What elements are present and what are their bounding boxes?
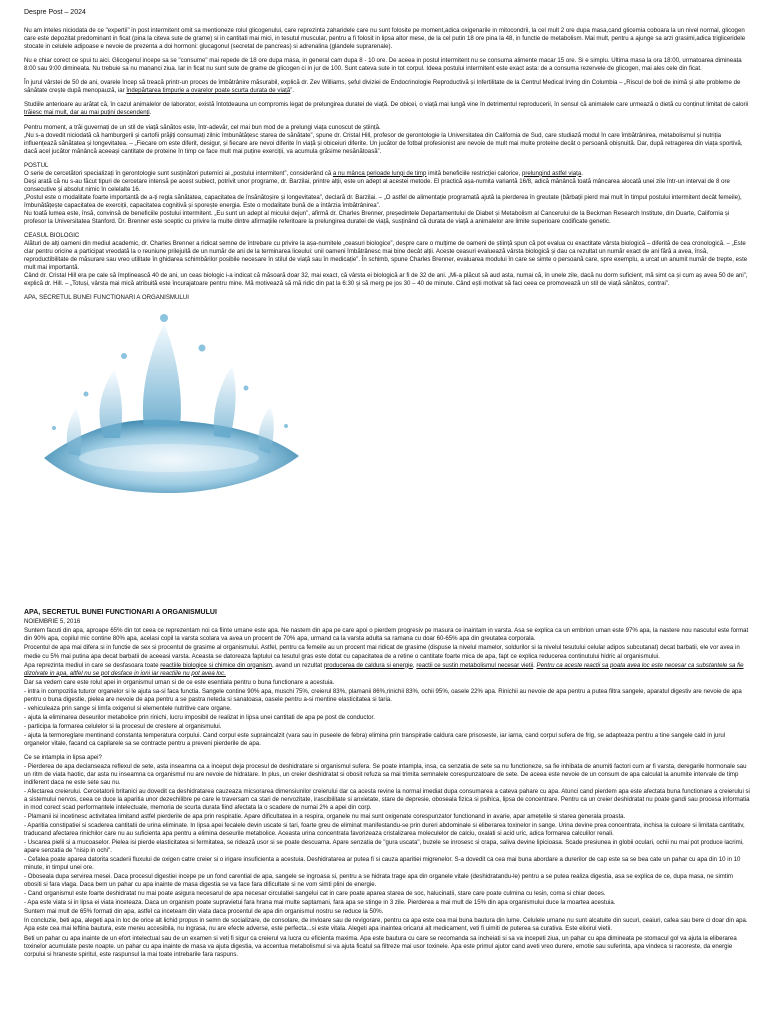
section-title-apa: APA, SECRETUL BUNEI FUNCTIONARI A ORGANISMULUI — [24, 294, 189, 302]
paragraph-post-1: O serie de cercetători specializați în gerontologie sunt susținători puternici ai „postului intermitent”, considerând că a nu mânca perioade lungi de timp imită beneficiile restricției calorice, prelungind astfel viața. — [24, 169, 583, 177]
paragraph-post-4: Nu toată lumea este, însă, convinsă de beneficiile postului intermitent. „Eu sunt un adept al micului dejun”, afirmă dr. Charles Brenner, președintele Departamentului de Diabet și Metabolism al Cancerului de la Beckman Research Institute, din Duarte, California și profesor la Universitatea Stanford. Dr. Brenner este sceptic cu privire la multe dintre afirmațiile referitoare la prelungirea duratei de viață, susținând că durata de viață a animalelor are limite superioare codificate genetic. — [24, 209, 730, 225]
article-effect-5: - Uscarea pielii si a mucoaselor. Pielea isi pierde elasticitatea si fermitatea, se ridează usor si se poate descuama. Apare senzatia de "gura uscata", buzele se inrosesc si crapa, saliva devine lipicioasa. Scade presiunea in globii oculari, ochii nu mai pot produce lacrimi, apare senzatia de "nisip in ochi". — [24, 839, 744, 855]
article-list-2: - vehiculeaza prin sange si limfa oxigenul si elementele nutritive care organe. — [24, 704, 232, 712]
section-title-ceas: CEASUL BIOLOGIC — [24, 231, 80, 239]
paragraph-ovare: În jurul vârstei de 50 de ani, ovarele încep să treacă printr-un proces de îmbătrânire măsurabil, explică dr. Zev Williams, șeful diviziei de Endocrinologie Reproductivă și Infertilitate de la Centrul Medical Irving din Columbia – „Riscul de boli de inimă și alte probleme de sănătate crește după menopauză, iar îndepărtarea timpurie a ovarelor poate scurta durata de viață”. — [24, 79, 741, 95]
article-effect-8: - Cand organismul este foarte deshidratat nu mai poate asigura necesarul de apa necesar circulatiei sangelui cat in care poate aparea starea de soc, halucinatii, stare care poate culmina cu lesin, coma si chiar deces. — [24, 890, 606, 898]
article-para-1: Suntem facuti din apa, aproape 65% din tot ceea ce reprezentam noi ca fiinte umane este apa. Ne nastem din apa pe care apoi o pierdem progresiv pe masura ce inaintam in varsta. Asa se explica ca un embrion uman este 97% apa, la nastere nou nascutul este format din 90% apa, copilul mic contine 80% apa, acelasi copil la varsta scolara va avea un procent de 70% apa, urmand ca la varsta adulta sa ramana cu doar 60-65% apa din greutatea corporala. — [24, 627, 749, 643]
paragraph-reply: Nu e chiar corect ce spui tu aici. Glicogenul incepe sa se "consume" mai repede de 18 ore dupa masa, in general cam dupa 8 - 10 ore. De aceea in postul intermitent nu se consuma alimente macar 15 ore. Si e simplu. Ultima masa la ora 18:00, urmatoarea dimineata 8:00 sau 9:00 dimineata. Nu trebuie sa nu mananci ziua. Iar in ficat nu sunt sute de grame de glicogen ci in jur de 100. Sunt cateva sute in tot corpul. Ideea postului intermitent este exact asta: de a consuma rezervele de glicogen, mai ales cele din ficat. — [24, 57, 742, 73]
paragraph-ceas-2: Când dr. Cristal Hill era pe cale să împlinească 40 de ani, un ceas biologic i-a indicat că măsoară doar 32, mai exact, că vârsta ei biologică ar fi de 32 de ani. „Mi-a plăcut să aud asta, numai că, în unele zile, dacă nu dorm suficient, mă simt ca și cum aș avea 50 de ani”, explică dr. Hill. – „Totuși, vârsta mai mică atribuită este încurajatoare pentru mine. Mă motivează să mă ridic din pat la 6:30 și să merg pe jos 30 – 40 de minute. Când ești motivat să faci ceea ce promovează un stil de viață sănătos, contrai”. — [24, 272, 748, 288]
article-effect-4: - Aparitia constipatiei si scaderea cantitatii de urina eliminate. In lipsa apei fecalele devin uscate si tari, foarte greu de eliminat manifestandu-se prin dureri abdominale si eliberarea toxinelor in sange. Urina devine prea concentrata, inchisa la culoare si limitata cantitativ, traducand afectarea rinichilor care nu au suficienta apa pentru a elimina deseurile metabolice. Aceasta urina concentrata favorizeaza cristalizarea moleculelor de calciu, oxalati si acid uric, adica formarea calculilor renali. — [24, 822, 745, 838]
water-splash-svg — [24, 308, 314, 508]
paragraph-post-3: „Postul este o modalitate foarte importantă de a-ți regla sănătatea, capacitatea de însănătoșire și longevitatea”, declară dr. Barzilai. – „O astfel de alimentație programată ajută la pierderea în greutate (bărbații pierd mai mult în timpul postului intermitent decât femeile), îmbunătățește capacitatea de exerciții, capacitatea cognitivă și sporește energia. Este o modalitate bună de a întârzia îmbătrânirea”. — [24, 193, 742, 209]
article-list-5: - ajuta la termoreglare mentinand constanta temperatura corpului. Cand corpul este supraincalzit (vara sau in puseele de febra) elimina prin transpiratie caldura care prisoseste, iar iarna, cand corpul sufera de frig, se adapteaza pentru a tine sangele cald in jurul organelor vitale, facand ca capilarele sa se contracte pentru a preveni pierderile de apa. — [24, 731, 726, 747]
paragraph-studii: Studiile anterioare au arătat că, în cazul animalelor de laborator, există întotdeauna un compromis legat de prelungirea duratei de viață. De obicei, o viață mai lungă vine în detrimentul reproducerii, în sensul că animalele care urmează o dietă cu conținut limitat de calorii trăiesc mai mult, dar au mai puțini descendenți. — [24, 101, 749, 117]
paragraph-glicogen: Nu am inteles niciodata de ce "expertii" in post intermitent omit sa mentioneze rolul glicogenului, care reprezinta zaharidele care nu sunt folosite pe moment,adica oxigenarile in mitocondrii, la cel mult 2 ore dupa masa,cand glicemia coboara la un nivel normal, glicogen care este depozitat predominant in ficat (pina la citeva sute de grame) si in cantitati mai mici, in tesutul muscular, pentru a fi folosit in lipsa altor mese, de la cel putin 18 ore pina la 48, in functie de metabolism. Mai mult, pentru a ajunge sa arzi grasimi,adica trigliceridele stocate in celulele adipoase e nevoie de prezenta a doi hormoni: glucagonul (secretat de pancreas) si adrenalina (glandele suprarenale). — [24, 27, 746, 51]
document-header: Despre Post – 2024 — [24, 9, 86, 16]
article-list-4: - participa la formarea celulelor si la procesul de crestere al organismului. — [24, 722, 222, 730]
paragraph-ceas-1: Alături de alți oameni din mediul academic, dr. Charles Brenner a ridicat semne de întrebare cu privire la așa-numitele „ceasuri biologice”, despre care o mulțime de oameni de știință spun că pot evalua cu exactitate vârsta biologică – diferită de cea cronologică. – „Este clar pentru oricine a participat vreodată la o reuniune prilejuită de un număr de ani de la terminarea liceului: unii oameni îmbătrânesc mai bine decât alții. Aceste ceasuri evaluează vârsta biologică și dau ca rezultat un număr exact de ani fără a avea, însă, reproductibilitate de măsurare sau vreo utilitate în ghidarea schimbărilor posibile necesare în stilul de viață sau în medicație”. În schimb, spune Charles Brenner, evaluarea modului în care se simte o persoană care, spre exemplu, a urcat un anumit număr de trepte, este mult mai importantă. — [24, 239, 748, 272]
article-question: Ce se intampla in lipsa apei? — [24, 753, 102, 761]
article-para-summary: Suntem mai mult de 65% formati din apa, astfel ca inceteam din viata daca procentul de apa din organismul nostru se reduce la 50%. — [24, 908, 384, 916]
water-splash-image — [24, 308, 752, 514]
article-date: NOIEMBRIE 5, 2016 — [24, 618, 81, 626]
paragraph-moment: Pentru moment, a trăi guvernați de un stil de viață sănătos este, într-adevăr, cel mai bun mod de a prelungi viața cunoscut de știință. — [24, 123, 381, 131]
article-apa — [24, 608, 752, 958]
document-page — [24, 8, 752, 960]
article-para-3: Apa reprezinta mediul in care se desfasoara toate reactiile biologice si chimice din organism, avand un rezultat producerea de caldura si energie, reactii ce sustin metabolismul necesar vietii. Pentru ca aceste reactii sa poata avea loc este necesar ca substantele sa fie dizolvate in apa, altfel nu se pot desface in ioni iar reactiile nu pot avea loc. — [24, 661, 744, 677]
article-effect-1: - Pierderea de apa declanseaza reflexul de sete, asta inseamna ca a inceput deja procesul de deshidratare si organismul sufera. Se poate intampla, insa, ca senzatia de sete sa nu functioneze, sa fie inhibata de anumiti factori cum ar fi varsta, deregarile hormonale sau un ritm de viata haotic, dar asta nu inseamna ca organismul nu are nevoie de hidratare. In plus, un creier deshidratat si obosit refuza sa mai trimita semnalele corespunzatoare de sete. De aceea este nevoie de un consum de apa calculat la anumite intervale de timp indiferent daca ne este sete sau nu. — [24, 762, 747, 786]
article-conclusion-1: In concluzie, beti apa, alegeti apa in loc de orice alt lichid propus in semn de socializare, de consolare, de invioare sau de revigorare, pentru ca apa este cea mai buna bautura din lume. Celulele umane nu sunt alcatuite din sucuri, ceaiuri, cafea sau bere ci doar din apa. Apa este cea mai leftina bautura, este mereu accesibila, nu ingrasa, nu are efecte adverse, este perfecta...si este vitala. Alegeti apa inaintea oricarui alt medicament, veti fi uimiti de puterea sa curativa. Este elixirul vietii. — [24, 917, 748, 933]
article-effect-7: - Oboseala dupa servirea mesei. Daca procesul digestiei incepe pe un fond carential de apa, sangele se ingroasa si, pentru a se hidrata trage apa din organele vitale (deshidratandu-le) pentru a se putea realiza digestia, asa se explica de ce, dupa masa, ne simtim obositi si fara vlaga. Daca bem un pahar cu apa inainte de masa digestia se va face fara dificultate si ne vom simti plini de energie. — [24, 873, 733, 889]
article-para-2: Procentul de apa mai difera si in functie de sex si procentul de grasime al organismului. Astfel, pentru ca femeile au un procent mai ridicat de grasime (dispuse la nivelul mamelor, soldurilor si la nivelul tesutului celular adipos subcutanat) decat barbatii, ele vor avea in medie cu 5% mai putina apa decat barbatii de aceeasi varsta. Aceasta se datoreaza faptului ca tesutul gras este dotat cu capacitatea de a retine o cantitate foarte mica de apa, fapt ce explica reducerea continutului hidric al organismului. — [24, 644, 740, 660]
article-conclusion-2: Beti un pahar cu apa inainte de un efort intelectual sau de un examen si veti fi sigur ca creierul va lucra cu eficienta maxima. Apa este bautura cu care se recomanda sa incheiati si sa va incepeti ziua, un pahar cu apa dimineata pe stomacul gol va ajuta la eliberarea toxinelor acumulate peste noapte. un pahar cu apa inainte de masa va ajuta digestia, va accentua metabolismul si va ajuta ficatul sa filtreze mai usor toxinele. Apa este primul ajutor cand aveti vreo durere, emotie sau suferinta, apa vindeca si racoreste, da energie corpului si hraneste spiritul, este raspunsul la mai toate intrebarile fara raspuns. — [24, 934, 737, 958]
article-effect-9: - Apa este viata si in lipsa ei viata inceteaza. Daca un organism poate supravietui fara hrana mai multe saptamani, fara apa se stinge in 3 zile. Pierderea a mai mult de 15% din apa organismului duce la moartea acestuia. — [24, 899, 616, 907]
article-effect-6: - Cefalea poate aparea datorita scaderii fluxului de oxigen catre creier si o irigare insuficienta a acestuia. Deshidratarea ar putea fi si cauza aparitiei migrenelor. S-a dovedit ca cea mai buna abordare a durerilor de cap este sa se bea cate un pahar cu apa din 10 in 10 minute, in timpul unei ore. — [24, 856, 741, 872]
article-effect-3: - Plamanii isi incetinesc activitatea limitand astfel pierderile de apa prin respiratie. Apare dificultatea in a respira, organele nu mai sunt oxigenate corespunzator functionand in avarie, apar amețelile si starea generala proasta. — [24, 813, 626, 821]
article-list-3: - ajuta la eliminarea deseurilor metabolice prin rinichi, lucru imposibil de realizat in lipsa unei cantitati de apa pe post de conductor. — [24, 713, 375, 721]
section-title-postul: POSTUL — [24, 161, 49, 169]
paragraph-hamburgeri: „Nu s-a dovedit niciodată că hamburgerii și cartofii prăjiți consumați zilnic îmbunătățesc starea de sănătate”, spune dr. Cristal Hill, profesor de gerontologie la Universitatea din California de Sud, care studiază modul în care îmbătrânirea, metabolismul și nutriția influențează sănătatea și longevitatea. – „Fiecare om este diferit, desigur, și fiecare are nevoi diferite în viață și obiceiuri diferite. Un jucător de fotbal profesionist are nevoie de mult mai multe proteine decât o persoană obișnuită. Dar, după retragerea din viața sportivă, dacă acel jucător mănâncă aceeași cantitate de proteine în timp ce face mult mai puține exerciții, va acumula grăsime nesănătoasă”. — [24, 131, 743, 155]
article-para-4: Dar sa vedem care este rolul apei in organismul uman si de ce este esentiala pentru o buna functionare a acestuia. — [24, 678, 335, 686]
paragraph-post-2: Deși arată că nu s-au făcut tipuri de cercetare intensă pe acest subiect, potrivit unor programe, dr. Barzilai, printre alții, este un adept al acestei metode. El practică așa-numita variantă 16/8, adică mănâncă toată mâncarea alocată unei zile într-un interval de 8 ore consecutive și absolut nimic în celelalte 16. — [24, 177, 730, 193]
article-effect-2: - Afectarea creierului. Cercetatorii britanici au dovedit ca deshidratarea cauzeaza micsorarea dimensiunilor creierului dar ca acesta revine la normal imediat dupa consumarea a cateva pahare cu apa. Atunci cand pierdem apa este afectata buna functionare a creierului si a sistemului nervos, ceea ce duce la aparitia unor dezechilibre pe care le traversam ca stari de nervozitate, irascibilitate si anxietate, stare de depresie, oboseala fizica si psihica, lipsa de concentrare. Pentru ca un creier deshidratat nu poate gandi sau procesa informatia in mod corect scad performantele intelectuale, memoria de scurta durata fiind afectata la o scadere de numai 2% a apei din corp. — [24, 787, 750, 812]
article-list-1: - intra in compozitia tuturor organelor si le ajuta sa-si faca functia. Sangele contine 90% apa, muschi 75%, creierul 83%, plamanii 86%,rinichii 83%, ochii 95%, oasele 22% apa. Rinichii au nevoie de apa pentru a putea filtra sangele, aparatul digestiv are nevoie de apa pentru o buna digestie, pielea are nevoie de apa pentru a se pastra neteda si sanatoasa, oasele pentru a-si mentine elasticitatea si taria. — [24, 687, 742, 703]
article-title: APA, SECRETUL BUNEI FUNCTIONARI A ORGANISMULUI — [24, 609, 217, 617]
